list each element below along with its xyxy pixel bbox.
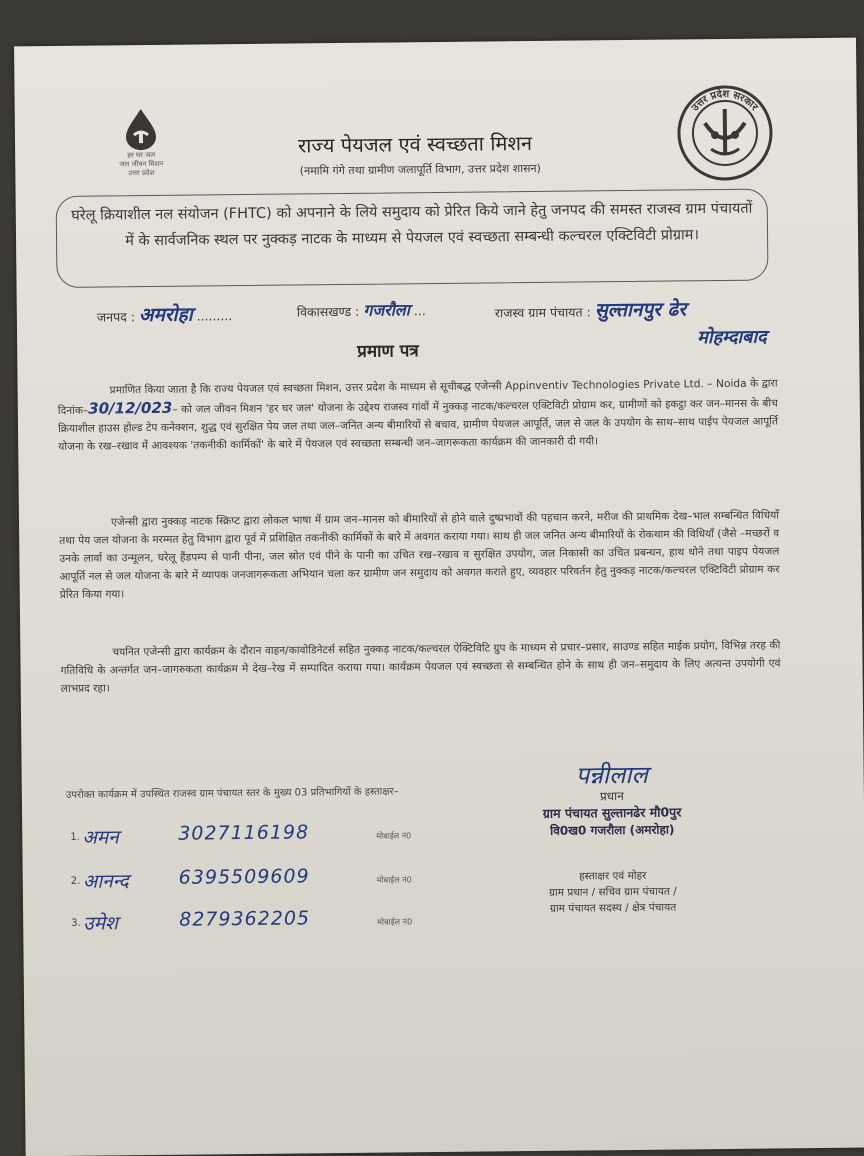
pradhan-block: वि0ख0 गजरौला (अमरोहा) [549, 822, 675, 838]
block-row: विकासखण्ड : गजरौला ... [296, 300, 426, 320]
district-row: जनपद : अमरोहा ......... [96, 303, 233, 327]
district-value: अमरोहा [138, 303, 193, 327]
seal-note-line-3: ग्राम पंचायत सदस्य / क्षेत्र पंचायत [549, 901, 677, 915]
pradhan-title: प्रधान [599, 789, 624, 804]
paragraph-2-text: एजेन्सी द्वारा नुक्कड़ नाटक स्क्रिप्ट द्वारा लोकल भाषा में ग्राम जन–मानस को बीमारियों से होने वाले दुष्प्रभावों की पहचान करने, मरीज की प्राथमिक देख–भाल सम्बन्धित विधियाँ तथा पेय जल योजना के मरम्मत हेतु विभाग द्वारा पूर्व में प्रशिक्षित तकनीकी कार्मिकों के बारे में अवगत कराया गया। साथ ही जल जनित अन्य बीमारियों के रोकथाम की विधियाँ (जैसे –मच्छरों व उनके लार्वा का उन्मूलन, घरेलू हैंडपम्प से पानी पीना, जल स्रोत एवं पीने के पानी का उचित रख–रखाव व सुरक्षित उपयोग, जल निकासी का उचित प्रबन्धन, हाथ धोने तथा पाइप पेयजल आपूर्ति नल से जल योजना के बारे में व्यापक जनजागरूकता अभियान चला कर ग्रामीण जन समुदाय को अवगत कराते हुए, व्यवहार परिवर्तन हेतु नुक्कड़ नाटक/कल्चरल एक्टिविटी प्रोग्राम कर प्रेरित किया गया। [59, 509, 780, 601]
participant-name: आनन्द [82, 870, 129, 893]
pradhan-panchayat: ग्राम पंचायत सुल्तानढेर मौ0पुर [542, 804, 682, 821]
participant-phone: 8279362205 [179, 907, 311, 931]
participant-row [70, 819, 530, 852]
block-value: गजरौला [363, 300, 410, 320]
page-subtitle: (नमामि गंगे तथा ग्रामीण जलापूर्ति विभाग, उत्तर प्रदेश शासन) [299, 161, 541, 178]
participant-number: 2. [70, 875, 81, 887]
pradhan-signature: पन्नीलाल [575, 760, 648, 790]
certificate-page [14, 38, 864, 1156]
logo-tagline-1: हर घर जल [127, 150, 156, 160]
participant-number: 1. [70, 831, 80, 843]
panchayat-value-2: मोहम्दाबाद [697, 326, 767, 349]
participant-name: अमन [82, 826, 119, 849]
participants-note: उपरोक्त कार्यक्रम में उपस्थित राजस्व ग्राम पंचायत स्तर के मुख्य 03 प्रतिभागियों के हस्ताक्षर– [65, 786, 399, 801]
participant-name: उमेश [83, 912, 119, 935]
panchayat-label: राजस्व ग्राम पंचायत : [494, 304, 591, 321]
seal-note [493, 867, 733, 918]
page-title: राज्य पेयजल एवं स्वच्छता मिशन [297, 130, 533, 158]
paragraph-1: प्रमाणित किया जाता है कि राज्य पेयजल एवं स्वच्छता मिशन, उत्तर प्रदेश के माध्यम से सूचीबद्ध एजेन्सी Appinventiv Technologies Private Ltd. – Noida के द्वारा दिनांक–30/12/023– को जल जीवन मिशन 'हर घर जल' योजना के उद्देश्य राजस्व गांवों में नुक्कड़ नाटक/कल्चरल एक्टिविटी प्रोग्राम कर, ग्रामीणों को इकट्ठा कर जन–मानस के बीच क्रियाशील हाउस होल्ड टेप कनेक्शन, शुद्ध एवं सुरक्षित पेय जल तथा जल–जनित अन्य बीमारियों से बचाव, ग्रामीण पेयजल आपूर्ति, जल से जल के उपयोग के साथ–साथ पाईप पेयजल आपूर्ति योजना के रख–रखाव में आवश्यक 'तकनीकी कार्मिकों' के बारे में पेयजल एवं स्वच्छता सम्बन्धी जन–जागरूकता कार्यक्रम की जानकारी दी गयी। [57, 377, 779, 453]
paragraph-3 [60, 636, 781, 698]
phone-label: मोबाईल नं0 [376, 875, 412, 885]
paragraph-2 [59, 506, 780, 604]
program-date: 30/12/023 [88, 398, 173, 418]
jal-jeevan-mission-logo [101, 107, 182, 198]
up-government-seal [674, 82, 775, 187]
logo-tagline-3: उत्तर प्रदेश [128, 168, 155, 178]
logo-tagline-2: जल जीवन मिशन [119, 159, 164, 169]
paragraph-1-text: प्रमाणित किया जाता है कि राज्य पेयजल एवं स्वच्छता मिशन, उत्तर प्रदेश के माध्यम से सूचीबद्ध एजेन्सी Appinventiv Technologies Private Ltd. – Noida के द्वारा दिनांक [57, 377, 778, 417]
participant-row [71, 863, 531, 896]
panchayat-row [495, 295, 686, 323]
program-description-box: घरेलू क्रियाशील नल संयोजन (FHTC) को अपनाने के लिये समुदाय को प्रेरित किये जाने हेतु जनपद की समस्त राजस्व ग्राम पंचायतों में के सार्वजनिक स्थल पर नुक्कड़ नाटक के माध्यम से पेयजल एवं स्वच्छता सम्बन्धी कल्चरल एक्टिविटी प्रोग्राम। [56, 189, 769, 288]
block-label: विकासखण्ड : [296, 303, 360, 320]
certificate-heading: प्रमाण पत्र [357, 341, 419, 362]
participant-phone: 3027116198 [178, 821, 310, 845]
phone-label: मोबाईल नं0 [377, 917, 413, 927]
seal-text: उत्तर प्रदेश सरकार [689, 88, 760, 114]
seal-note-line-1: हस्ताक्षर एवं मोहर [578, 869, 647, 883]
participant-row [71, 905, 531, 938]
panchayat-value-1: सुल्तानपुर ढेर [594, 298, 687, 322]
paragraph-1-rest: को जल जीवन मिशन 'हर घर जल' योजना के उद्देश्य राजस्व गांवों में नुक्कड़ नाटक/कल्चरल एक्टिविटी प्रोग्राम कर, ग्रामीणों को इकट्ठा कर जन–मानस के बीच क्रियाशील हाउस होल्ड टेप कनेक्शन, शुद्ध एवं सुरक्षित पेय जल तथा जल–जनित अन्य बीमारियों से बचाव, ग्रामीण पेयजल आपूर्ति, जल से जल के उपयोग के साथ–साथ पाईप पेयजल आपूर्ति योजना के रख–रखाव में आवश्यक 'तकनीकी कार्मिकों' के बारे में पेयजल एवं स्वच्छता सम्बन्धी जन–जागरूकता कार्यक्रम की जानकारी दी गयी। [57, 397, 779, 453]
water-drop-icon [121, 107, 161, 151]
seal-note-line-2: ग्राम प्रधान / सचिव ग्राम पंचायत / [549, 885, 677, 899]
phone-label: मोबाईल नं0 [376, 831, 412, 841]
participant-phone: 6395509609 [178, 865, 310, 889]
participant-number: 3. [71, 917, 81, 929]
paragraph-3-text: चयनित एजेन्सी द्वारा कार्यक्रम के दौरान वाहन/कावोडिनेटर्स सहित नुक्कड़ नाटक/कल्चरल ऐक्टिविटि ग्रुप के माध्यम से प्रचार–प्रसार, साउण्ड सहित माईक प्रयोग, विभिन्न तरह की गतिविधि के अन्तर्गत जन–जागरुकता कार्यक्रम मे देख–रेख में सम्पादित कराया गया। कार्यक्रम पेयजल एवं स्वच्छता से सम्बन्धित होने के साथ ही जन–समुदाय के लिए अत्यन्त उपयोगी एवं लाभप्रद रहा। [60, 639, 781, 695]
pradhan-stamp [492, 757, 733, 840]
district-label: जनपद : [96, 309, 136, 325]
government-seal-icon [674, 82, 775, 183]
